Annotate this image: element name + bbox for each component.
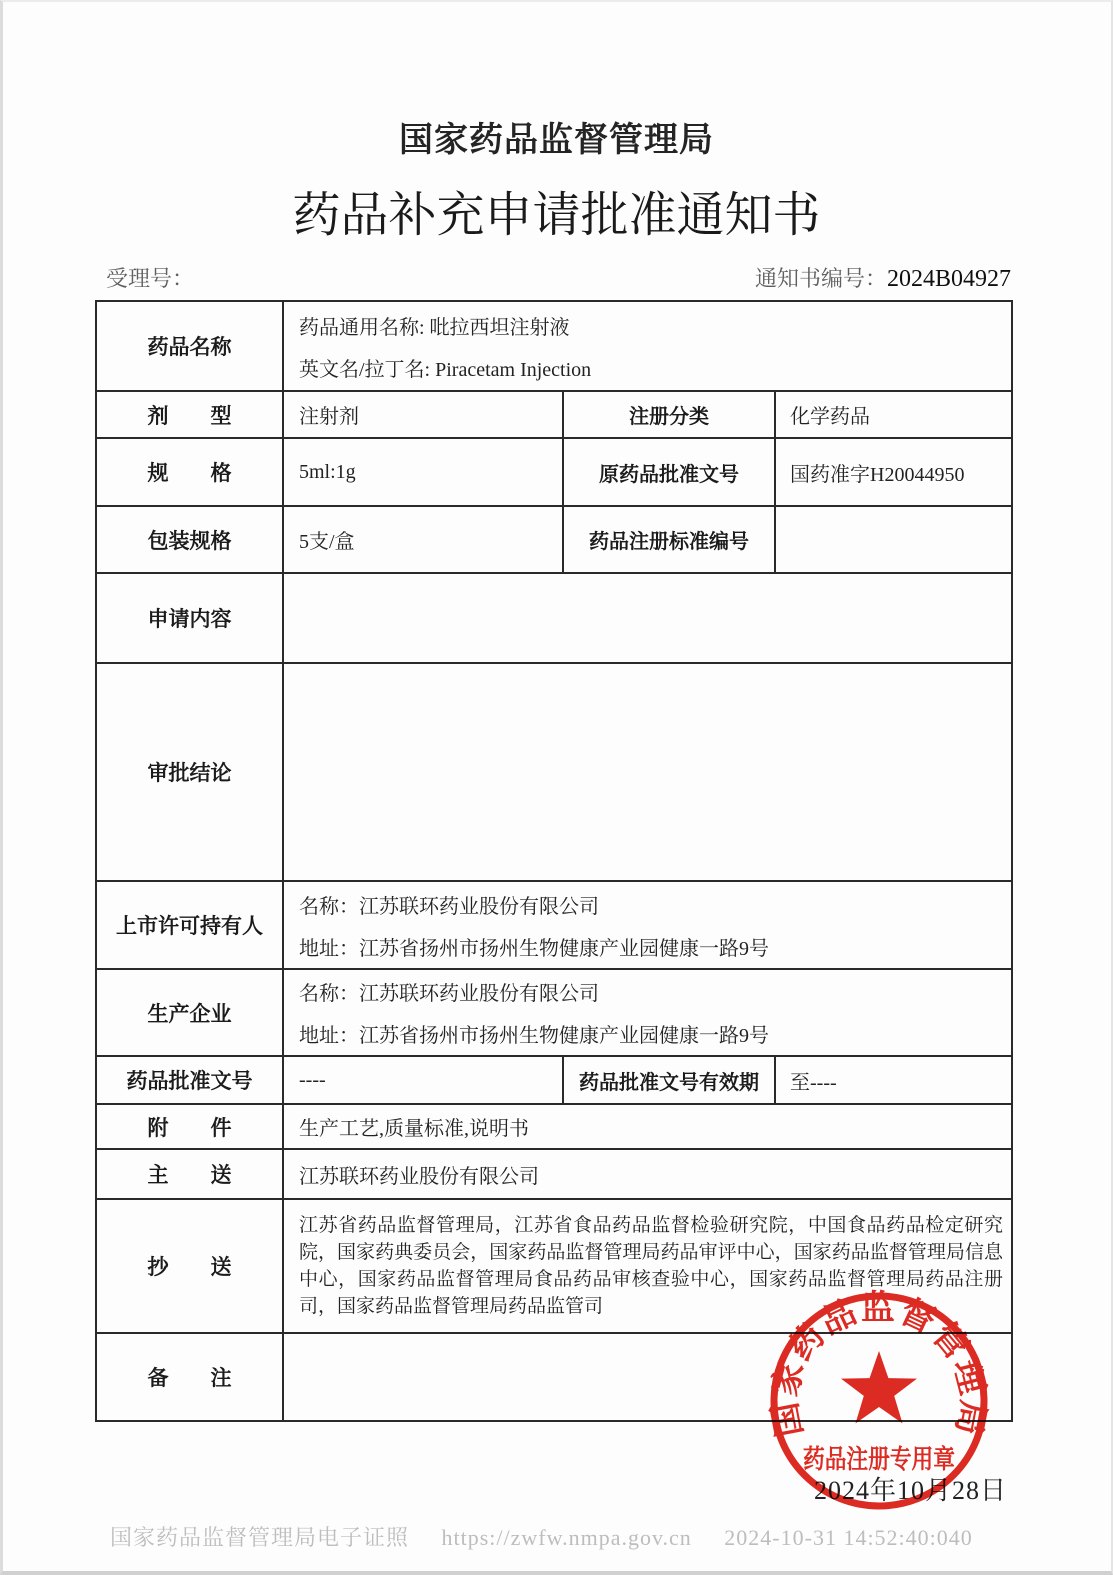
document-title: 药品补充申请批准通知书 — [292, 189, 821, 242]
cc-recipients-label: 抄 送 — [147, 1255, 232, 1279]
license-holder-name: 名称：江苏联环药业股份有限公司 — [299, 895, 599, 918]
attachments-label: 附 件 — [147, 1115, 232, 1140]
official-seal — [763, 1285, 995, 1517]
seal-ring-text: 国家药品监督管理局 — [766, 1290, 992, 1440]
acceptance-number-label: 受理号： — [106, 266, 195, 291]
drug-generic-name: 药品通用名称: 吡拉西坦注射液 — [299, 316, 570, 339]
footer-url: https://zwfw.nmpa.gov.cn — [441, 1525, 692, 1550]
manufacturer-address: 地址：江苏省扬州市扬州生物健康产业园健康一路9号 — [299, 1025, 769, 1047]
table-row-approval-number — [97, 1055, 1011, 1103]
table-row-primary-recipient — [97, 1148, 1011, 1198]
notice-number-value: 2024B04927 — [886, 266, 1011, 292]
specification-label: 规 格 — [147, 461, 232, 485]
table-row-application-content — [97, 572, 1011, 662]
package-spec-value: 5支/盒 — [282, 507, 562, 572]
license-holder-value — [282, 882, 1011, 968]
table-row-manufacturer — [97, 968, 1011, 1055]
document-meta-row — [106, 262, 1011, 293]
table-row-specification — [97, 437, 1011, 505]
approval-number-value: ---- — [282, 1057, 562, 1103]
approval-number-validity-label: 药品批准文号有效期 — [562, 1057, 774, 1103]
drug-name-label: 药品名称 — [147, 335, 232, 359]
specification-value: 5ml:1g — [282, 439, 562, 505]
agency-name: 国家药品监督管理局 — [399, 121, 714, 159]
footer-certificate-info — [110, 1521, 973, 1552]
seal-bottom-text: 药品注册专用章 — [803, 1445, 986, 1474]
manufacturer-value — [282, 970, 1011, 1055]
table-row-package-spec — [97, 505, 1011, 572]
table-row-license-holder — [97, 880, 1011, 968]
manufacturer-label: 生产企业 — [147, 1001, 232, 1026]
package-spec-label: 包装规格 — [147, 528, 232, 553]
approval-notice-table — [95, 300, 1013, 1422]
seal-star-icon — [841, 1351, 917, 1423]
notice-number-label: 通知书编号： — [754, 266, 887, 291]
primary-recipient-label: 主 送 — [147, 1163, 232, 1187]
cc-recipients-text: 江苏省药品监督管理局，江苏省食品药品监督检验研究院，中国食品药品检定研究院，国家药典委员会，国家药品监督管理局药品审评中心，国家药品监督管理局信息中心，国家药品监督管理局食品药品审核查验中心，国家药品监督管理局药品注册司，国家药品监督管理局药品监管司 — [299, 1215, 1003, 1317]
registration-class-label: 注册分类 — [562, 392, 774, 437]
drug-name-value — [282, 302, 1011, 390]
dosage-form-value: 注射剂 — [282, 392, 562, 437]
original-approval-number-value: 国药准字H20044950 — [774, 439, 1011, 505]
primary-recipient-value: 江苏联环药业股份有限公司 — [282, 1150, 1011, 1198]
application-content-label: 申请内容 — [147, 607, 232, 631]
license-holder-address: 地址：江苏省扬州市扬州生物健康产业园健康一路9号 — [299, 937, 769, 960]
table-row-drug-name — [97, 302, 1011, 390]
registration-standard-number-value — [774, 507, 1011, 572]
table-row-attachments — [97, 1103, 1011, 1148]
remarks-label: 备 注 — [147, 1366, 232, 1390]
dosage-form-label: 剂 型 — [147, 403, 232, 428]
notice-number — [755, 262, 1011, 293]
registration-class-value: 化学药品 — [774, 392, 1011, 437]
original-approval-number-label: 原药品批准文号 — [562, 439, 774, 505]
attachments-value: 生产工艺,质量标准,说明书 — [282, 1105, 1011, 1148]
approval-conclusion-label: 审批结论 — [147, 761, 232, 785]
table-row-approval-conclusion — [97, 662, 1011, 880]
approval-number-label: 药品批准文号 — [126, 1069, 253, 1093]
issue-date: 2024年10月28日 — [814, 1476, 1008, 1505]
approval-conclusion-value — [282, 664, 1011, 880]
approval-number-validity-value: 至---- — [774, 1057, 1011, 1103]
application-content-value — [282, 574, 1011, 662]
manufacturer-name: 名称：江苏联环药业股份有限公司 — [299, 983, 599, 1005]
license-holder-label: 上市许可持有人 — [116, 914, 263, 938]
footer-timestamp: 2024-10-31 14:52:40:040 — [724, 1525, 973, 1550]
table-row-dosage-form — [97, 390, 1011, 437]
footer-issuer: 国家药品监督管理局电子证照 — [110, 1525, 410, 1550]
registration-standard-number-label: 药品注册标准编号 — [562, 507, 774, 572]
drug-english-name: 英文名/拉丁名: Piracetam Injection — [299, 358, 592, 381]
